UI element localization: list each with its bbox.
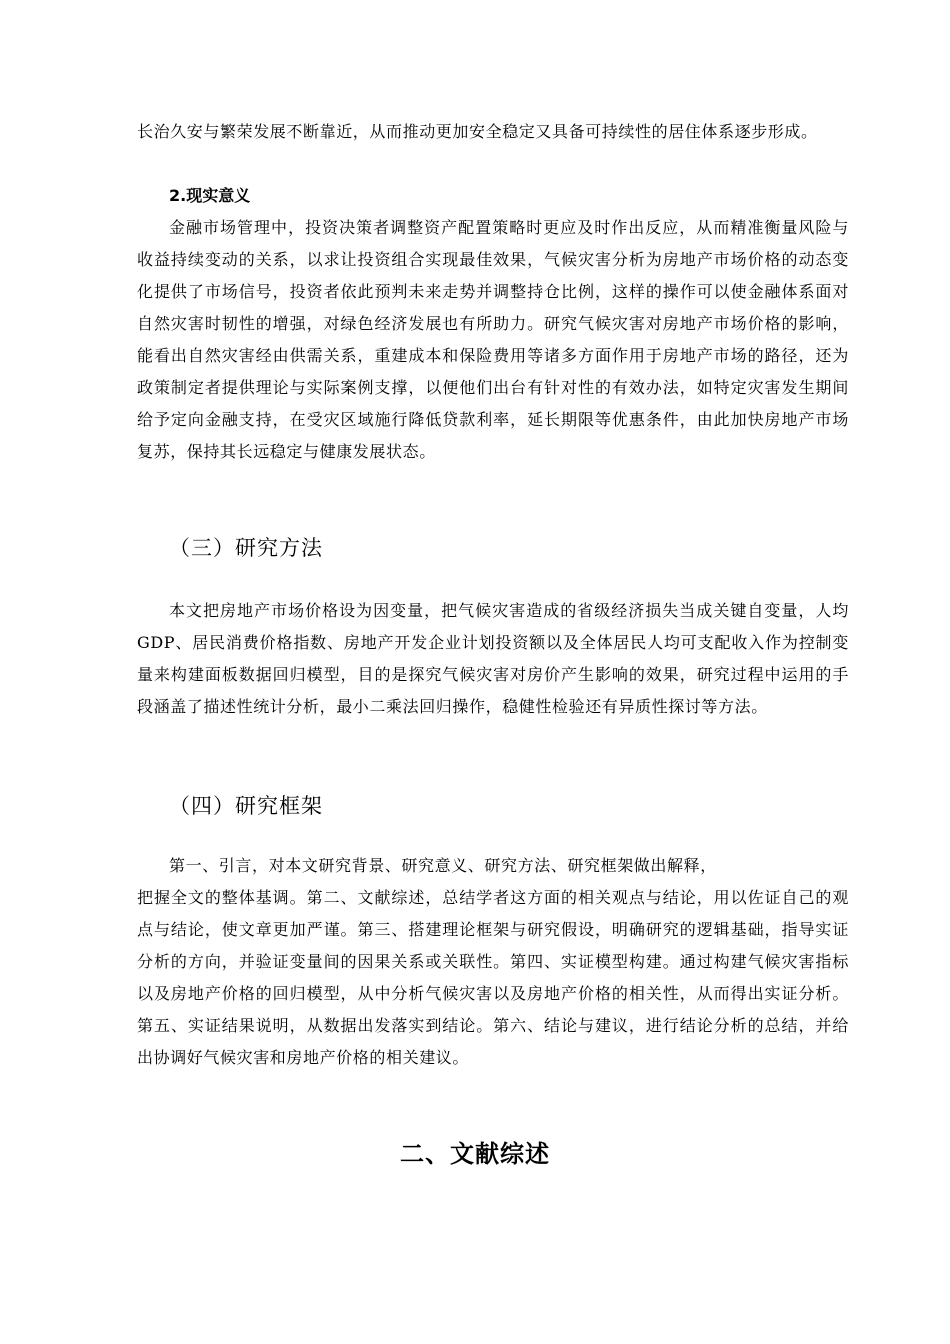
chapter-title-literature-review: 二、文献综述 (400, 1140, 550, 1168)
practical-significance-paragraph: 金融市场管理中，投资决策者调整资产配置策略时更应及时作出反应，从而精准衡量风险与收益持续变动的关系，以求让投资组合实现最佳效果，气候灾害分析为房地产市场价格的动态变化提供了市场信号，投资者依此预判未来走势并调整持仓比例，这样的操作可以使金融体系面对自然灾害时韧性的增强，对绿色经济发展也有所助力。研究气候灾害对房地产市场价格的影响，能看出自然灾害经由供需关系，重建成本和保险费用等诸多方面作用于房地产市场的路径，还为政策制定者提供理论与实际案例支撑，以便他们出台有针对性的有效办法，如特定灾害发生期间给予定向金融支持，在受灾区域施行降低贷款利率，延长期限等优惠条件，由此加快房地产市场复苏，保持其长远稳定与健康发展状态。 (137, 218, 849, 461)
framework-paragraph: 把握全文的整体基调。第二、文献综述，总结学者这方面的相关观点与结论，用以佐证自己的观点与结论，使文章更加严谨。第三、搭建理论框架与研究假设，明确研究的逻辑基础，指导实证分析的方向，并验证变量间的因果关系或关联性。第四、实证模型构建。通过构建气候灾害指标以及房地产价格的回归模型，从中分析气候灾害以及房地产价格的相关性，从而得出实证分析。第五、实证结果说明，从数据出发落实到结论。第六、结论与建议，进行结论分析的总结，并给出协调好气候灾害和房地产价格的相关建议。 (137, 888, 849, 1067)
section-title-research-framework: （四）研究框架 (169, 794, 323, 818)
subsection-title-practical-significance: 2.现实意义 (169, 186, 251, 205)
continuation-paragraph: 长治久安与繁荣发展不断靠近，从而推动更加安全稳定又具备可持续性的居住体系逐步形成。 (137, 122, 818, 141)
research-method-paragraph: 本文把房地产市场价格设为因变量，把气候灾害造成的省级经济损失当成关键自变量，人均 GDP、居民消费价格指数、房地产开发企业计划投资额以及全体居民人均可支配收入作为控制变量来构建面板数据回归模型，目的是探究气候灾害对房价产生影响的效果，研究过程中运用的手段涵盖了描述性统计分析，最小二乘法回归操作，稳健性检验还有异质性探讨等方法。 (137, 601, 849, 716)
framework-paragraph-first-line: 第一、引言，对本文研究背景、研究意义、研究方法、研究框架做出解释， (169, 856, 717, 875)
section-title-research-method: （三）研究方法 (169, 536, 323, 560)
